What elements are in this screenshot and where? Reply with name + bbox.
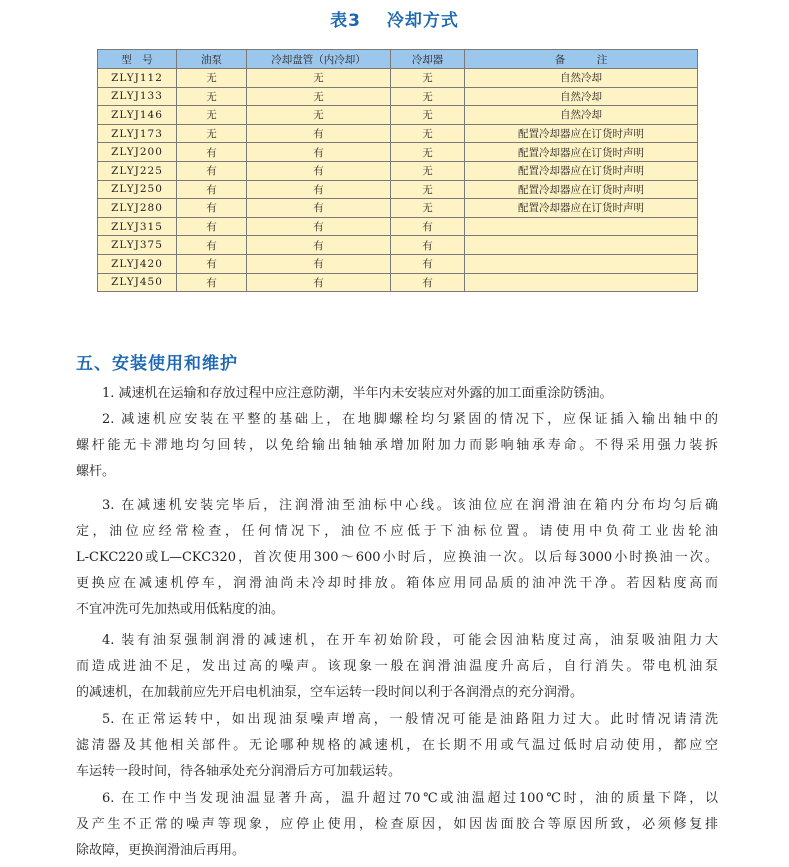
table-row — [98, 124, 698, 143]
cell-oil-pump: 有 — [177, 217, 247, 236]
paragraph-line: 除故障，更换润滑油后再用。 — [76, 843, 246, 858]
cell-remarks: 配置冷却器应在订货时声明 — [465, 143, 698, 162]
table-number: 表3 — [330, 11, 361, 31]
cell-cooling-coil: 无 — [247, 106, 391, 125]
table-row — [98, 161, 698, 180]
paragraph-line: 的减速机，在加载前应先开启电机油泵，空车运转一段时间以利于各润滑点的充分润滑。 — [76, 685, 584, 700]
paragraph-line: 更换应在减速机停车，润滑油尚未冷却时排放。箱体应用同品质的油冲洗干净。若因粘度高而 — [76, 576, 718, 591]
cell-oil-pump: 无 — [177, 106, 247, 125]
cooling-method-table — [97, 49, 698, 292]
cell-cooling-coil: 有 — [247, 217, 391, 236]
table-row — [98, 87, 698, 106]
cell-model: ZLYJ315 — [98, 217, 177, 236]
paragraph-line: 而造成进油不足，发出过高的噪声。该现象一般在润滑油温度升高后，自行消失。带电机油泵 — [76, 659, 718, 674]
cell-cooling-coil: 有 — [247, 143, 391, 162]
cell-cooler: 有 — [391, 273, 465, 292]
paragraph-4 — [76, 628, 718, 706]
table-row — [98, 273, 698, 292]
cell-cooler: 有 — [391, 236, 465, 255]
cell-model: ZLYJ280 — [98, 199, 177, 218]
cell-cooling-coil: 有 — [247, 273, 391, 292]
paragraph-6 — [76, 786, 718, 864]
cell-cooling-coil: 有 — [247, 236, 391, 255]
table-caption: 冷却方式 — [386, 11, 459, 31]
paragraph-2 — [76, 407, 718, 485]
header-model: 型 号 — [98, 50, 177, 69]
cell-oil-pump: 有 — [177, 254, 247, 273]
cell-model: ZLYJ133 — [98, 87, 177, 106]
table-row — [98, 180, 698, 199]
header-oil-pump: 油泵 — [177, 50, 247, 69]
paragraph-line: 不宜冲洗可先加热或用低粘度的油。 — [76, 602, 285, 617]
paragraph-line: 6. 在工作中当发现油温显著升高，温升超过70℃或油温超过100℃时，油的质量下降，以 — [102, 791, 718, 806]
cell-cooling-coil: 有 — [247, 124, 391, 143]
cell-model: ZLYJ450 — [98, 273, 177, 292]
table-row — [98, 69, 698, 88]
cell-remarks — [465, 273, 698, 292]
cell-remarks: 配置冷却器应在订货时声明 — [465, 161, 698, 180]
cell-model: ZLYJ112 — [98, 69, 177, 88]
cell-cooling-coil: 有 — [247, 180, 391, 199]
table-row — [98, 199, 698, 218]
cell-oil-pump: 有 — [177, 161, 247, 180]
paragraph-line: 滤清器及其他相关部件。无论哪种规格的减速机，在长期不用或气温过低时启动使用，都应空 — [76, 738, 718, 753]
cell-cooler: 无 — [391, 143, 465, 162]
cell-model: ZLYJ173 — [98, 124, 177, 143]
paragraph-line: 及产生不正常的噪声等现象，应停止使用，检查原因，如因齿面胶合等原因所致，必须修复排 — [76, 817, 718, 832]
cell-cooler: 无 — [391, 180, 465, 199]
cell-cooling-coil: 无 — [247, 69, 391, 88]
cell-cooling-coil: 有 — [247, 254, 391, 273]
cell-oil-pump: 有 — [177, 273, 247, 292]
header-cooler: 冷却器 — [391, 50, 465, 69]
cell-cooler: 无 — [391, 106, 465, 125]
cell-oil-pump: 有 — [177, 199, 247, 218]
cell-cooler: 有 — [391, 217, 465, 236]
paragraph-line: 定，油位应经常检查，任何情况下，油位不应低于下油标位置。请使用中负荷工业齿轮油 — [76, 524, 718, 539]
cell-cooler: 无 — [391, 199, 465, 218]
cell-cooler: 无 — [391, 69, 465, 88]
cell-model: ZLYJ200 — [98, 143, 177, 162]
cell-oil-pump: 有 — [177, 236, 247, 255]
paragraph-line: 1. 减速机在运输和存放过程中应注意防潮，半年内未安装应对外露的加工面重涂防锈油。 — [102, 386, 613, 401]
cell-oil-pump: 有 — [177, 143, 247, 162]
cell-remarks: 自然冷却 — [465, 87, 698, 106]
paragraph-line: 3. 在减速机安装完毕后，注润滑油至油标中心线。该油位应在润滑油在箱内分布均匀后确 — [102, 498, 718, 513]
cell-oil-pump: 无 — [177, 69, 247, 88]
table-row — [98, 143, 698, 162]
cell-cooler: 无 — [391, 161, 465, 180]
header-cooling-coil: 冷却盘管（内冷却） — [247, 50, 391, 69]
cell-remarks: 配置冷却器应在订货时声明 — [465, 124, 698, 143]
cell-remarks — [465, 236, 698, 255]
paragraph-3 — [76, 493, 718, 623]
table-title — [0, 6, 789, 31]
header-remarks: 备 注 — [465, 50, 698, 69]
paragraph-5 — [76, 707, 718, 785]
paragraph-1 — [76, 381, 718, 407]
cell-remarks: 自然冷却 — [465, 69, 698, 88]
paragraph-line: 5. 在正常运转中，如出现油泵噪声增高，一般情况可能是油路阻力过大。此时情况请清洗 — [102, 712, 718, 727]
cell-cooling-coil: 有 — [247, 199, 391, 218]
cell-remarks — [465, 254, 698, 273]
table-row — [98, 236, 698, 255]
cell-model: ZLYJ250 — [98, 180, 177, 199]
cell-remarks: 配置冷却器应在订货时声明 — [465, 180, 698, 199]
cell-oil-pump: 有 — [177, 180, 247, 199]
paragraph-line: 车运转一段时间，待各轴承处充分润滑后方可加载运转。 — [76, 764, 402, 779]
paragraph-line: 螺杆能无卡滞地均匀回转，以免给输出轴轴承增加附加力而影响轴承寿命。不得采用强力装拆 — [76, 438, 718, 453]
cell-cooling-coil: 有 — [247, 161, 391, 180]
paragraph-line: L-CKC220或L—CKC320，首次使用300～600小时后，应换油一次。以后每3000小时换油一次。 — [76, 550, 718, 565]
section-title: 五、安装使用和维护 — [76, 354, 238, 374]
paragraph-line: 4. 装有油泵强制润滑的减速机，在开车初始阶段，可能会因油粘度过高，油泵吸油阻力大 — [102, 633, 718, 648]
cell-oil-pump: 无 — [177, 87, 247, 106]
cell-cooler: 无 — [391, 124, 465, 143]
paragraph-line: 螺杆。 — [76, 464, 116, 479]
cell-model: ZLYJ225 — [98, 161, 177, 180]
cell-oil-pump: 无 — [177, 124, 247, 143]
table-row — [98, 254, 698, 273]
cell-remarks: 自然冷却 — [465, 106, 698, 125]
cell-cooler: 有 — [391, 254, 465, 273]
cell-remarks: 配置冷却器应在订货时声明 — [465, 199, 698, 218]
cell-model: ZLYJ146 — [98, 106, 177, 125]
table-row — [98, 106, 698, 125]
cell-cooling-coil: 无 — [247, 87, 391, 106]
cell-cooler: 无 — [391, 87, 465, 106]
table-row — [98, 217, 698, 236]
table-header-row — [98, 50, 698, 69]
cell-model: ZLYJ420 — [98, 254, 177, 273]
cell-remarks — [465, 217, 698, 236]
cell-model: ZLYJ375 — [98, 236, 177, 255]
paragraph-line: 2. 减速机应安装在平整的基础上，在地脚螺栓均匀紧固的情况下，应保证插入输出轴中的 — [102, 412, 718, 427]
